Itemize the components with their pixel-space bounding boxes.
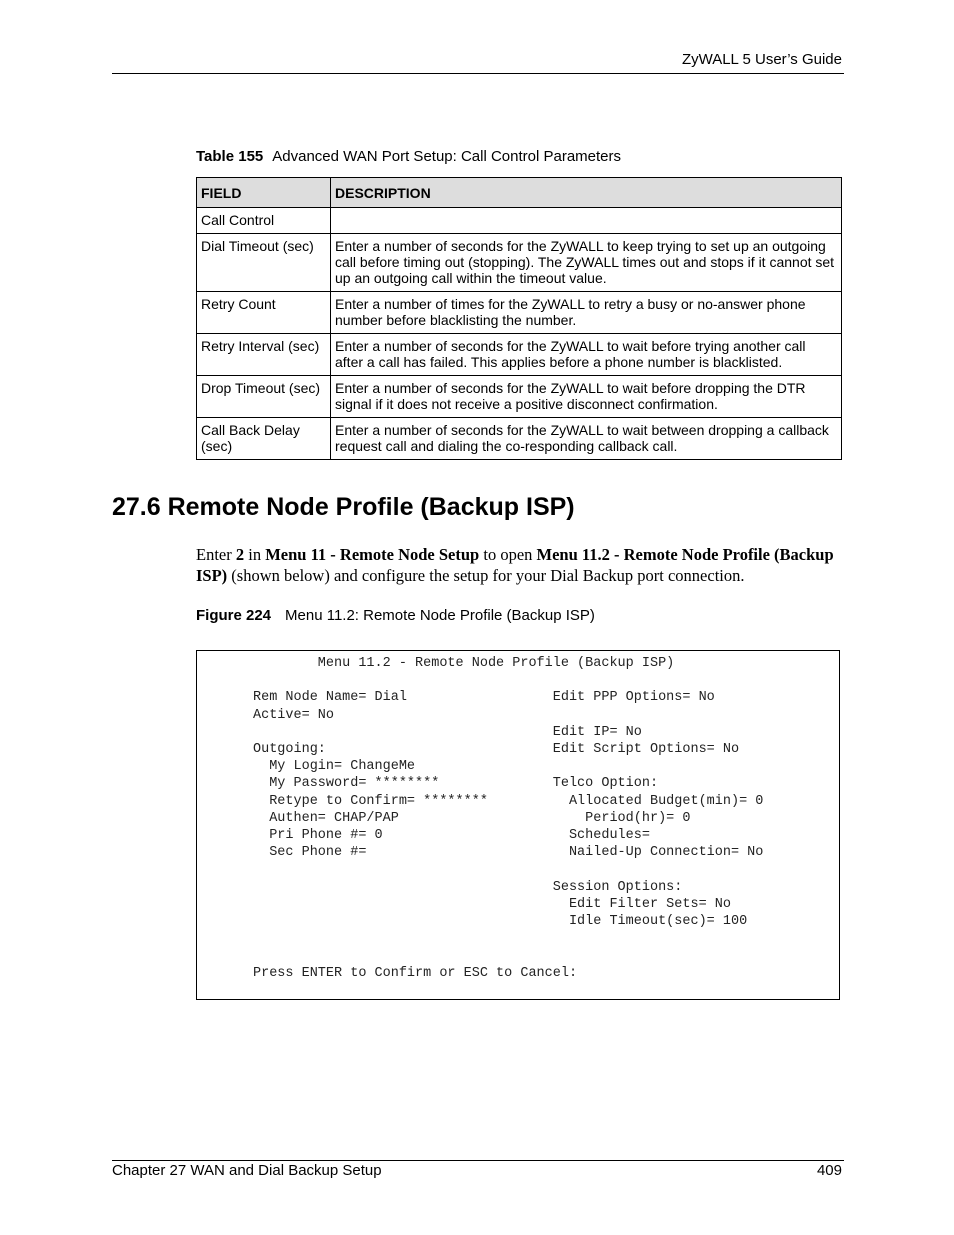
table-row — [197, 334, 842, 376]
figure-caption — [196, 607, 595, 624]
figure-number: Figure 224 — [196, 607, 272, 624]
terminal-menu-text: Menu 11.2 - Remote Node Profile (Backup ISP) Rem Node Name= Dial Edit PPP Options= No Active= No Edit IP= No Outgoing: Edit Script Options= No My Login= ChangeMe My Password= ******** Telco Option: Retype to Confirm= ******** Allocated Budget(min)= 0 Authen= CHAP/PAP Period(hr)= 0 Pri Phone #= 0 Schedules= Sec Phone #= Nailed-Up Connection= No Session Options: Edit Filter Sets= No Idle Timeout(sec)= 100 Press ENTER to Confirm or ESC to Cancel: — [253, 656, 764, 981]
running-header: ZyWALL 5 User’s Guide — [681, 51, 842, 68]
description-cell: Enter a number of seconds for the ZyWALL to wait before dropping the DTR signal if it does not receive a positive disconnect confirmation. — [331, 376, 842, 418]
table-row — [197, 234, 842, 292]
section-heading: 27.6 Remote Node Profile (Backup ISP) — [112, 493, 575, 521]
table-header-row — [197, 178, 842, 208]
column-header-description: DESCRIPTION — [331, 178, 842, 208]
table-number: Table 155 — [196, 148, 264, 165]
terminal-screen-figure — [196, 650, 840, 1000]
table-title: Advanced WAN Port Setup: Call Control Parameters — [272, 148, 622, 165]
footer-divider — [112, 1160, 844, 1161]
field-cell: Retry Interval (sec) — [197, 334, 331, 376]
field-cell: Drop Timeout (sec) — [197, 376, 331, 418]
description-cell: Enter a number of seconds for the ZyWALL to keep trying to set up an outgoing call before timing out (stopping). The ZyWALL times out and stops if it cannot set up an outgoing call within the timeout value. — [331, 234, 842, 292]
call-control-table — [196, 177, 842, 460]
description-cell: Enter a number of seconds for the ZyWALL to wait before trying another call after a call has failed. This applies before a phone number is blacklisted. — [331, 334, 842, 376]
table-caption — [196, 148, 621, 165]
footer-chapter: Chapter 27 WAN and Dial Backup Setup — [112, 1162, 382, 1179]
field-cell: Dial Timeout (sec) — [197, 234, 331, 292]
table-row — [197, 376, 842, 418]
header-divider — [112, 73, 844, 74]
figure-title: Menu 11.2: Remote Node Profile (Backup ISP) — [285, 607, 595, 624]
intro-paragraph: Enter 2 in Menu 11 - Remote Node Setup to open Menu 11.2 - Remote Node Profile (Backup ISP) (shown below) and configure the setup for your Dial Backup port connection. — [196, 545, 834, 585]
table-row — [197, 208, 842, 234]
table-row — [197, 418, 842, 460]
field-cell: Retry Count — [197, 292, 331, 334]
page-number: 409 — [816, 1162, 842, 1179]
table-row — [197, 292, 842, 334]
field-cell: Call Back Delay (sec) — [197, 418, 331, 460]
description-cell — [331, 208, 842, 234]
description-cell: Enter a number of times for the ZyWALL to retry a busy or no-answer phone number before blacklisting the number. — [331, 292, 842, 334]
description-cell: Enter a number of seconds for the ZyWALL to wait between dropping a callback request call and dialing the co-responding callback call. — [331, 418, 842, 460]
field-cell: Call Control — [197, 208, 331, 234]
column-header-field: FIELD — [197, 178, 331, 208]
